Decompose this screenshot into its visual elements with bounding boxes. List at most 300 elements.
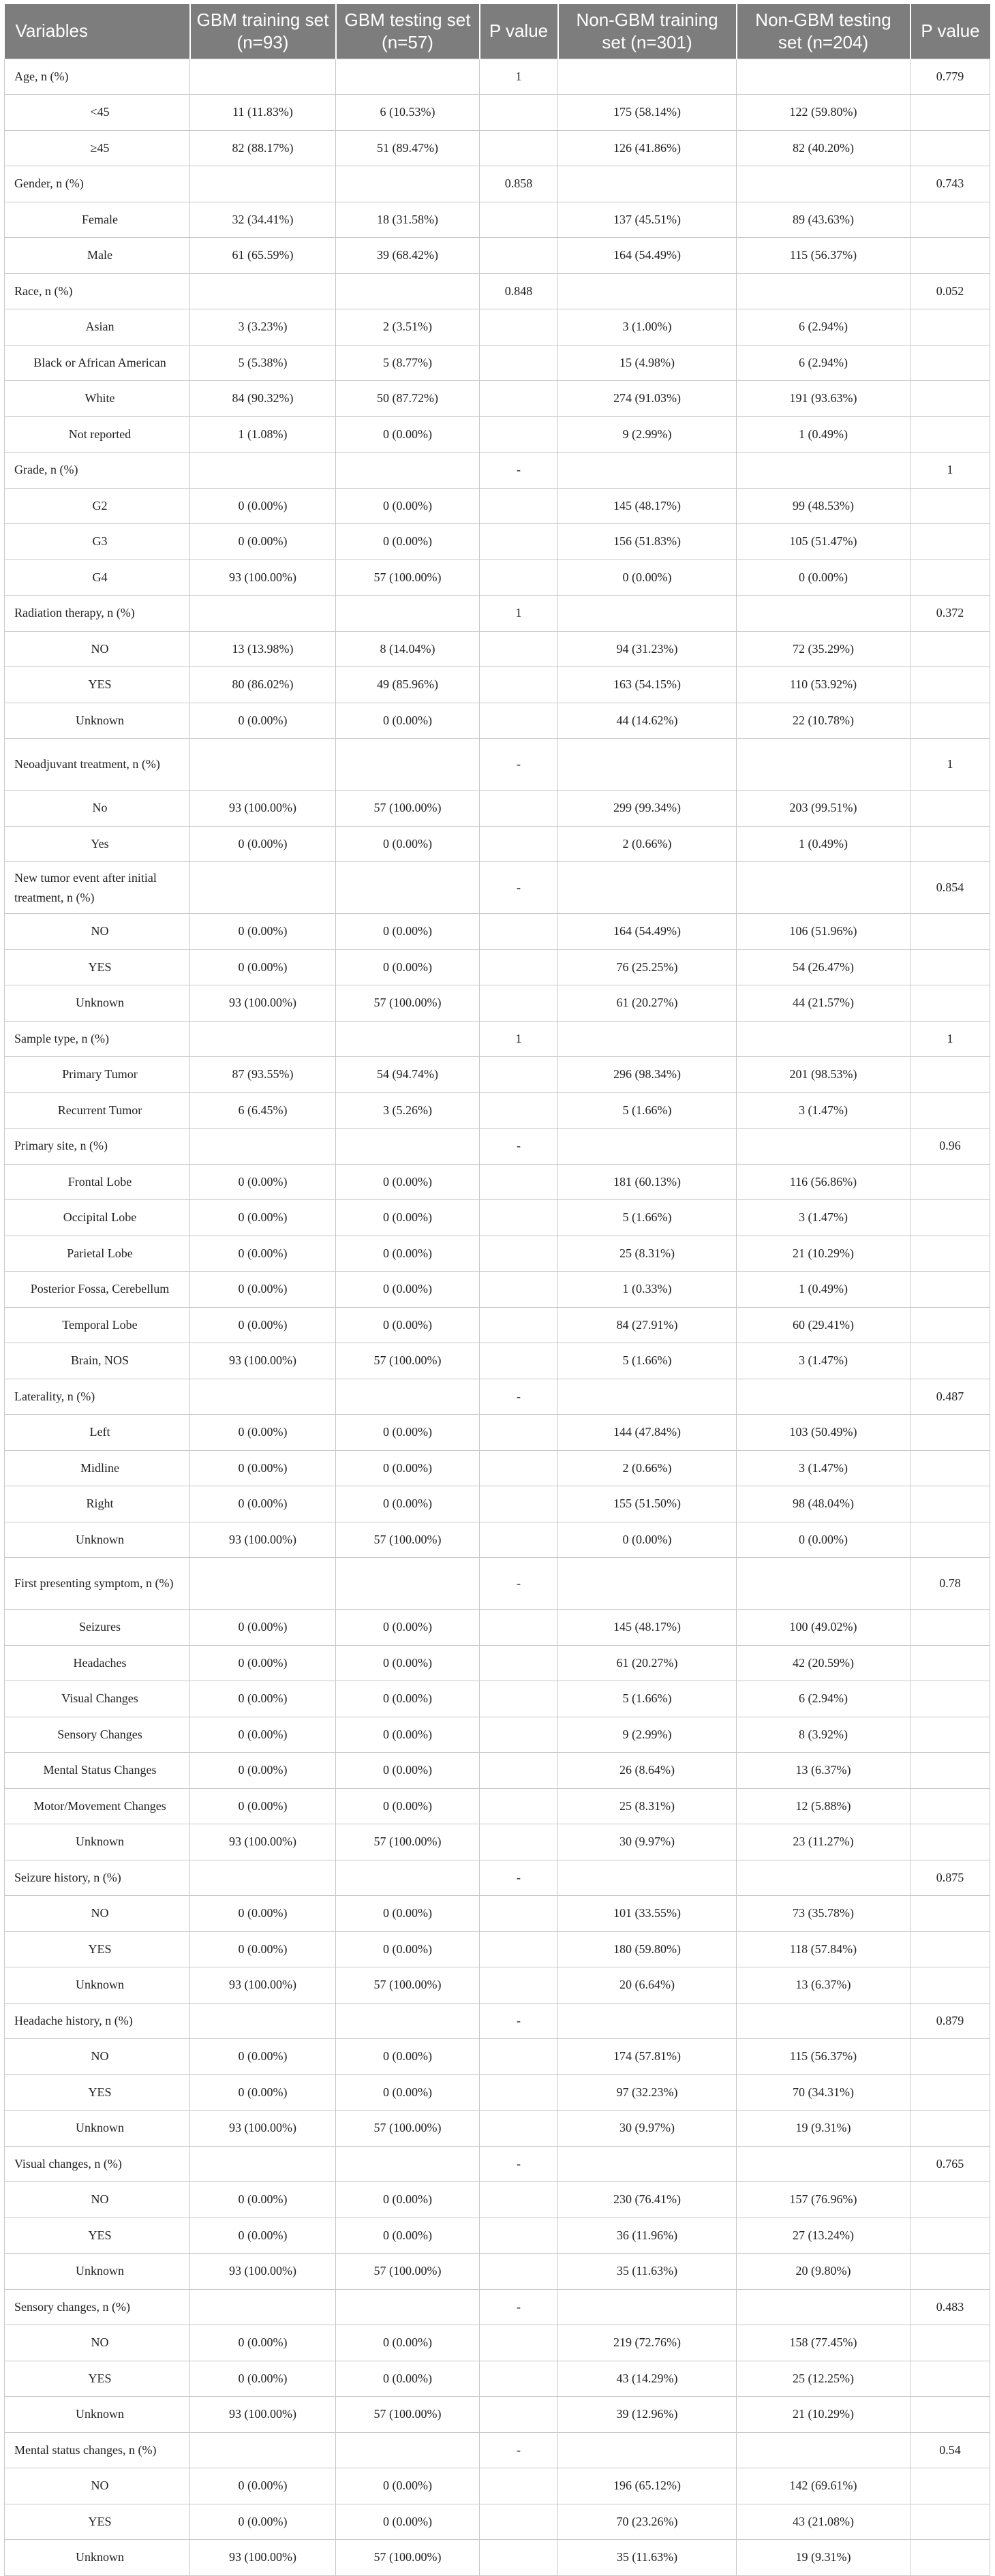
table-cell [480,1896,558,1932]
table-cell: 36 (11.96%) [558,2218,737,2254]
table-cell: 57 (100.00%) [336,2111,480,2147]
table-cell: 0 (0.00%) [190,703,336,739]
table-cell: 0 (0.00%) [336,1164,480,1200]
table-cell: 30 (9.97%) [558,2111,737,2147]
category-label: Unknown [5,1824,190,1860]
table-cell: 93 (100.00%) [190,791,336,827]
table-cell [480,202,558,238]
table-cell: 5 (1.66%) [558,1200,737,1236]
table-row [5,1824,990,1860]
category-label: Sensory Changes [5,1717,190,1753]
variable-label: Age, n (%) [5,59,190,95]
table-cell [910,1200,990,1236]
table-cell [910,1164,990,1200]
category-label: Recurrent Tumor [5,1092,190,1129]
table-cell: 296 (98.34%) [558,1057,737,1093]
table-cell: 6 (6.45%) [190,1092,336,1129]
table-cell: 93 (100.00%) [190,2111,336,2147]
table-cell [480,1272,558,1308]
table-cell [480,1610,558,1646]
table-cell [480,309,558,346]
category-label: Female [5,202,190,238]
table-cell: 115 (56.37%) [737,238,910,274]
table-cell [910,1967,990,2004]
group-row [5,59,990,95]
table-cell [558,862,737,914]
group-row [5,453,990,489]
table-cell: 3 (1.00%) [558,309,737,346]
table-cell: 0 (0.00%) [190,524,336,560]
table-row [5,2218,990,2254]
group-row [5,1379,990,1415]
table-cell: 0.483 [910,2289,990,2325]
table-cell: - [480,739,558,791]
table-cell: 164 (54.49%) [558,914,737,950]
table-row [5,1450,990,1486]
header-non-gbm-testing: Non-GBM testing set (n=204) [737,4,910,59]
table-cell: 27 (13.24%) [737,2218,910,2254]
table-cell: 0.779 [910,59,990,95]
table-cell [558,596,737,632]
table-cell: 180 (59.80%) [558,1931,737,1967]
table-cell: 1 [910,453,990,489]
table-cell [336,2146,480,2182]
table-row [5,2504,990,2540]
table-cell [190,2146,336,2182]
table-cell: 0 (0.00%) [190,1681,336,1717]
group-row [5,1860,990,1896]
table-cell [190,59,336,95]
table-cell: 0.96 [910,1129,990,1165]
category-label: ≥45 [5,130,190,166]
table-cell [480,631,558,667]
table-cell [910,95,990,131]
table-cell: 1 (0.49%) [737,416,910,453]
table-cell: - [480,1379,558,1415]
table-cell [910,2504,990,2540]
table-cell: 299 (99.34%) [558,791,737,827]
table-cell [910,914,990,950]
table-cell [480,2504,558,2540]
table-cell [480,130,558,166]
table-row [5,914,990,950]
category-label: NO [5,2182,190,2218]
table-cell: 155 (51.50%) [558,1486,737,1522]
variable-label: New tumor event after initial treatment, n (%) [5,862,190,914]
variable-label: Race, n (%) [5,273,190,309]
table-cell: 203 (99.51%) [737,791,910,827]
table-row [5,1681,990,1717]
table-cell [336,1129,480,1165]
table-cell: 25 (12.25%) [737,2361,910,2397]
table-row [5,631,990,667]
table-cell [480,1522,558,1558]
table-row [5,1645,990,1681]
table-cell [910,1272,990,1308]
table-cell: 73 (35.78%) [737,1896,910,1932]
table-cell: 57 (100.00%) [336,1967,480,2004]
table-cell [910,345,990,381]
table-cell [480,2397,558,2433]
table-cell: 3 (3.23%) [190,309,336,346]
variable-label: Radiation therapy, n (%) [5,596,190,632]
table-cell: 87 (93.55%) [190,1057,336,1093]
table-cell: 57 (100.00%) [336,791,480,827]
table-cell [480,1415,558,1451]
table-cell: 0 (0.00%) [336,1272,480,1308]
table-cell: 5 (1.66%) [558,1681,737,1717]
table-cell [737,166,910,202]
table-cell: 3 (1.47%) [737,1343,910,1379]
table-cell: 5 (8.77%) [336,345,480,381]
table-cell [190,1860,336,1896]
table-cell: 11 (11.83%) [190,95,336,131]
table-cell: - [480,1558,558,1610]
table-cell [910,1753,990,1789]
table-cell: 49 (85.96%) [336,667,480,703]
table-cell: 0 (0.00%) [336,703,480,739]
table-cell [190,739,336,791]
category-label: Unknown [5,2540,190,2576]
table-cell [480,826,558,862]
table-cell: 82 (88.17%) [190,130,336,166]
category-label: Black or African American [5,345,190,381]
table-cell: 18 (31.58%) [336,202,480,238]
table-cell: 0 (0.00%) [190,2325,336,2361]
table-cell [737,2003,910,2039]
table-cell: 0 (0.00%) [336,488,480,524]
table-cell: 0.052 [910,273,990,309]
table-cell: 0 (0.00%) [558,559,737,596]
table-cell [480,949,558,985]
table-cell: 0 (0.00%) [336,2218,480,2254]
table-cell: 0 (0.00%) [190,1200,336,1236]
table-cell: 0.879 [910,2003,990,2039]
table-cell: 0 (0.00%) [190,2468,336,2504]
table-cell: 84 (27.91%) [558,1307,737,1343]
category-label: Male [5,238,190,274]
table-cell: 0 (0.00%) [190,826,336,862]
table-cell: 8 (3.92%) [737,1717,910,1753]
table-cell: 0 (0.00%) [190,1307,336,1343]
category-label: NO [5,2325,190,2361]
table-cell: 98 (48.04%) [737,1486,910,1522]
table-cell: 39 (68.42%) [336,238,480,274]
table-cell [910,1092,990,1129]
table-cell [190,273,336,309]
table-cell: 57 (100.00%) [336,2397,480,2433]
table-row [5,2074,990,2111]
table-cell: 93 (100.00%) [190,2254,336,2290]
table-cell [910,381,990,417]
category-label: Midline [5,1450,190,1486]
table-row [5,309,990,346]
table-cell [737,453,910,489]
table-cell: 19 (9.31%) [737,2111,910,2147]
table-row [5,2111,990,2147]
table-row [5,2325,990,2361]
table-row [5,559,990,596]
table-cell: - [480,2289,558,2325]
table-row [5,985,990,1022]
category-label: Headaches [5,1645,190,1681]
category-label: NO [5,631,190,667]
table-cell [910,1236,990,1272]
table-cell: 50 (87.72%) [336,381,480,417]
table-cell: 0 (0.00%) [190,1486,336,1522]
table-cell: 57 (100.00%) [336,2540,480,2576]
table-cell [737,1379,910,1415]
table-cell: 116 (56.86%) [737,1164,910,1200]
table-cell [910,1681,990,1717]
table-cell: 6 (2.94%) [737,1681,910,1717]
table-cell: 43 (14.29%) [558,2361,737,2397]
table-cell [480,2468,558,2504]
category-label: YES [5,2504,190,2540]
table-cell: 0 (0.00%) [190,2361,336,2397]
table-cell: 0.743 [910,166,990,202]
table-cell: 0.848 [480,273,558,309]
table-cell [558,1558,737,1610]
table-cell [910,949,990,985]
table-cell [910,2254,990,2290]
table-row [5,416,990,453]
variable-label: Sensory changes, n (%) [5,2289,190,2325]
table-row [5,2254,990,2290]
table-cell: - [480,453,558,489]
table-cell [910,1450,990,1486]
table-cell: 5 (1.66%) [558,1092,737,1129]
table-cell: 0 (0.00%) [190,1450,336,1486]
table-cell: 0 (0.00%) [336,2468,480,2504]
table-cell [480,1164,558,1200]
category-label: Unknown [5,703,190,739]
table-cell: 174 (57.81%) [558,2039,737,2075]
table-cell: 1 (0.49%) [737,1272,910,1308]
table-cell: 0.487 [910,1379,990,1415]
table-cell: 0 (0.00%) [190,1272,336,1308]
table-cell [910,1931,990,1967]
table-cell [910,703,990,739]
table-cell: 1 [480,59,558,95]
table-cell: 80 (86.02%) [190,667,336,703]
table-cell: 100 (49.02%) [737,1610,910,1646]
table-cell: 43 (21.08%) [737,2504,910,2540]
table-cell [190,2003,336,2039]
table-cell [910,1057,990,1093]
table-cell: 142 (69.61%) [737,2468,910,2504]
table-cell [480,1967,558,2004]
table-cell [737,1860,910,1896]
table-cell: 57 (100.00%) [336,1343,480,1379]
header-gbm-testing: GBM testing set (n=57) [336,4,480,59]
table-row [5,2182,990,2218]
variable-label: Seizure history, n (%) [5,1860,190,1896]
table-cell: 0 (0.00%) [336,1717,480,1753]
table-cell [480,1450,558,1486]
table-cell [336,166,480,202]
group-row [5,739,990,791]
table-row [5,1200,990,1236]
table-cell [910,2325,990,2361]
table-cell: 0 (0.00%) [336,2361,480,2397]
table-cell: 99 (48.53%) [737,488,910,524]
table-cell [910,1343,990,1379]
category-label: Primary Tumor [5,1057,190,1093]
table-cell: 126 (41.86%) [558,130,737,166]
table-cell: 54 (94.74%) [336,1057,480,1093]
table-cell: 144 (47.84%) [558,1415,737,1451]
table-cell: 0 (0.00%) [336,524,480,560]
table-cell [558,1379,737,1415]
table-cell [480,1200,558,1236]
variable-label: First presenting symptom, n (%) [5,1558,190,1610]
table-cell: 110 (53.92%) [737,667,910,703]
table-cell: 0 (0.00%) [336,914,480,950]
category-label: Asian [5,309,190,346]
table-cell [910,416,990,453]
table-cell: 0 (0.00%) [336,2182,480,2218]
category-label: Mental Status Changes [5,1753,190,1789]
table-cell [910,559,990,596]
variable-label: Sample type, n (%) [5,1021,190,1057]
table-cell [910,488,990,524]
category-label: YES [5,667,190,703]
table-cell [910,791,990,827]
table-cell: 196 (65.12%) [558,2468,737,2504]
table-cell [737,1558,910,1610]
table-cell: - [480,862,558,914]
table-cell: 0.78 [910,1558,990,1610]
table-cell: 57 (100.00%) [336,1522,480,1558]
table-row [5,703,990,739]
table-cell: 0 (0.00%) [336,1486,480,1522]
table-row [5,1343,990,1379]
category-label: G4 [5,559,190,596]
table-cell: 0 (0.00%) [336,826,480,862]
table-row [5,1164,990,1200]
table-cell: 84 (90.32%) [190,381,336,417]
table-cell: 156 (51.83%) [558,524,737,560]
table-cell [558,2432,737,2468]
table-cell [480,2182,558,2218]
table-cell [190,166,336,202]
table-cell [480,1753,558,1789]
table-cell [480,2325,558,2361]
table-cell: 163 (54.15%) [558,667,737,703]
table-cell [558,2146,737,2182]
table-cell [480,2039,558,2075]
table-cell [737,273,910,309]
table-cell: 44 (21.57%) [737,985,910,1022]
table-cell: 93 (100.00%) [190,1967,336,2004]
table-row [5,1486,990,1522]
variable-label: Visual changes, n (%) [5,2146,190,2182]
table-cell: 93 (100.00%) [190,1522,336,1558]
table-cell: - [480,1860,558,1896]
table-cell: 106 (51.96%) [737,914,910,950]
table-cell [910,2218,990,2254]
table-cell: 0 (0.00%) [190,1236,336,1272]
group-row [5,2432,990,2468]
table-row [5,1236,990,1272]
table-cell: 0 (0.00%) [336,416,480,453]
table-cell [480,985,558,1022]
table-cell [336,739,480,791]
table-row [5,1307,990,1343]
table-cell [558,166,737,202]
table-cell: - [480,2432,558,2468]
table-row [5,1788,990,1824]
table-cell: 35 (11.63%) [558,2540,737,2576]
table-cell: 157 (76.96%) [737,2182,910,2218]
table-cell: 0 (0.00%) [336,1610,480,1646]
table-cell: 57 (100.00%) [336,985,480,1022]
variable-label: Mental status changes, n (%) [5,2432,190,2468]
table-cell: 0 (0.00%) [336,1307,480,1343]
table-cell [910,1824,990,1860]
table-cell [910,631,990,667]
table-cell [336,59,480,95]
table-cell [737,596,910,632]
table-cell: 0 (0.00%) [336,949,480,985]
table-cell [910,2182,990,2218]
header-p-value-non-gbm: P value [910,4,990,59]
table-cell [910,2039,990,2075]
category-label: Seizures [5,1610,190,1646]
table-row [5,1092,990,1129]
category-label: Not reported [5,416,190,453]
table-cell: 0 (0.00%) [190,2039,336,2075]
group-row [5,2146,990,2182]
category-label: Posterior Fossa, Cerebellum [5,1272,190,1308]
table-cell: 6 (2.94%) [737,345,910,381]
table-cell: 3 (1.47%) [737,1200,910,1236]
table-cell: 0 (0.00%) [190,2182,336,2218]
table-row [5,2397,990,2433]
table-cell [480,667,558,703]
table-cell [336,596,480,632]
category-label: YES [5,2074,190,2111]
table-row [5,826,990,862]
table-cell: 0 (0.00%) [336,2504,480,2540]
header-gbm-training: GBM training set (n=93) [190,4,336,59]
table-cell: 0.875 [910,1860,990,1896]
table-cell: 0.54 [910,2432,990,2468]
table-cell: 181 (60.13%) [558,1164,737,1200]
table-cell: 101 (33.55%) [558,1896,737,1932]
category-label: Unknown [5,2397,190,2433]
table-cell [910,524,990,560]
table-cell [336,453,480,489]
table-cell: 191 (93.63%) [737,381,910,417]
table-cell: 60 (29.41%) [737,1307,910,1343]
table-row [5,238,990,274]
table-cell: 115 (56.37%) [737,2039,910,2075]
table-cell [190,862,336,914]
table-cell [558,739,737,791]
table-cell: 57 (100.00%) [336,1824,480,1860]
table-row [5,2468,990,2504]
table-cell: 0 (0.00%) [336,1681,480,1717]
table-cell: 0 (0.00%) [190,1415,336,1451]
category-label: YES [5,2361,190,2397]
table-cell [480,1307,558,1343]
table-cell [910,1896,990,1932]
category-label: Right [5,1486,190,1522]
table-cell [910,1415,990,1451]
table-cell: 145 (48.17%) [558,488,737,524]
